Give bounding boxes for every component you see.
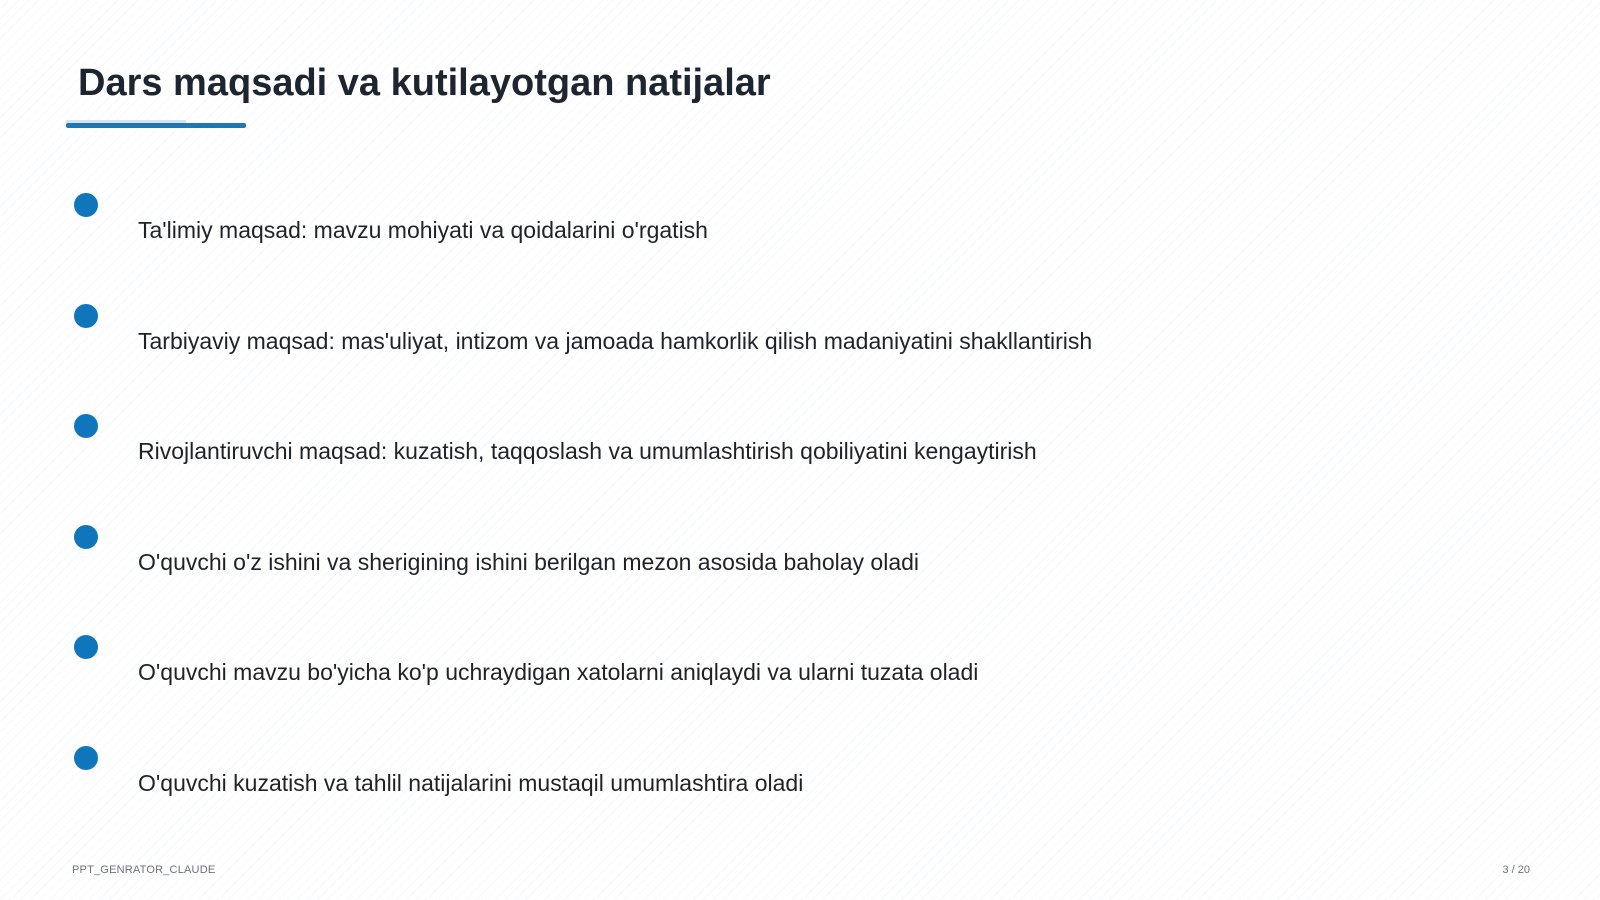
bullet-item	[74, 193, 1474, 263]
bullet-item	[74, 525, 1474, 595]
bullet-text: Tarbiyaviy maqsad: mas'uliyat, intizom va jamoada hamkorlik qilish madaniyatini shakllantirish	[138, 328, 1093, 354]
bullet-dot-icon	[74, 525, 98, 549]
bullet-item	[74, 304, 1474, 374]
bullet-item	[74, 414, 1474, 484]
bullet-text: O'quvchi kuzatish va tahlil natijalarini mustaqil umumlashtira oladi	[138, 770, 804, 796]
bullet-item	[74, 746, 1474, 816]
bullet-dot-icon	[74, 193, 98, 217]
bullet-dot-icon	[74, 304, 98, 328]
bullet-dot-icon	[74, 635, 98, 659]
bullet-dot-icon	[74, 414, 98, 438]
bullet-text: O'quvchi mavzu bo'yicha ko'p uchraydigan xatolarni aniqlaydi va ularni tuzata oladi	[138, 659, 979, 685]
slide-title: Dars maqsadi va kutilayotgan natijalar	[78, 62, 771, 104]
bullet-text: Ta'limiy maqsad: mavzu mohiyati va qoidalarini o'rgatish	[138, 217, 708, 243]
title-underline	[66, 123, 246, 128]
bullet-text: Rivojlantiruvchi maqsad: kuzatish, taqqoslash va umumlashtirish qobiliyatini kengaytirish	[138, 438, 1037, 464]
footer-source: PPT_GENRATOR_CLAUDE	[72, 864, 216, 876]
page-indicator: 3 / 20	[1502, 864, 1530, 876]
bullet-dot-icon	[74, 746, 98, 770]
bullet-text: O'quvchi o'z ishini va sherigining ishini berilgan mezon asosida baholay oladi	[138, 549, 920, 575]
bullet-item	[74, 635, 1474, 705]
